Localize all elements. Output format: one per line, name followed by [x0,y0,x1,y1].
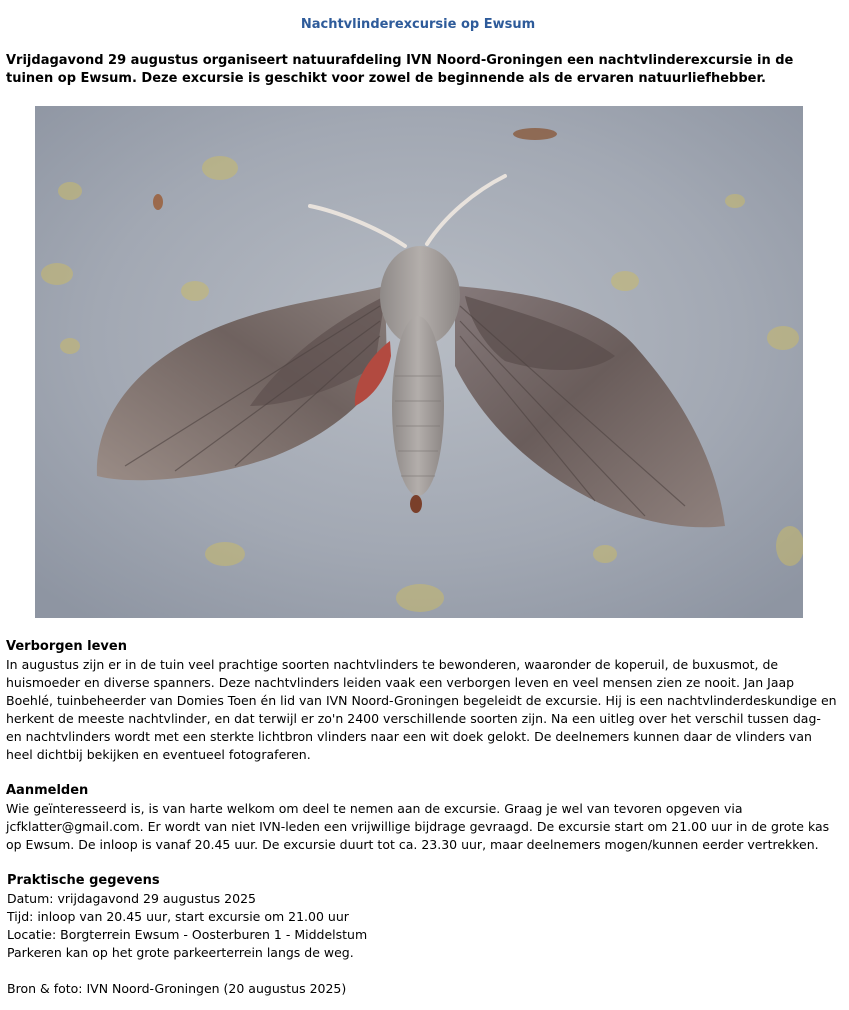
section-hidden-life [6,638,838,764]
practical-location: Locatie: Borgterrein Ewsum - Oosterburen 1 - Middelstum [7,927,368,942]
section-body: In augustus zijn er in de tuin veel prachtige soorten nachtvlinders te bewonderen, waaronder de koperuil, de buxusmot, de huismoeder en diverse spanners. Deze nachtvlinders leiden vaak een verborgen leven en veel mensen zien ze nooit. Jan Jaap Boehlé, tuinbeheerder van Domies Toen én lid van IVN Noord-Groningen begeleidt de excursie. Hij is een nachtvlinderdeskundige en herkent de meeste nachtvlinder, en dat terwijl er zo'n 2400 verschillende soorten zijn. Na een uitleg over het verschil tussen dag- en nachtvlinders wordt met een sterkte lichtbron vlinders naar een wit doek gelokt. De deelnemers kunnen daar de vlinders van heel dichtbij bekijken en eventueel fotograferen. [6,657,837,762]
article-intro: Vrijdagavond 29 augustus organiseert natuurafdeling IVN Noord-Groningen een nachtvlinderexcursie in de tuinen op Ewsum. Deze excursie is geschikt voor zowel de beginnende als de ervaren natuurliefhebber. [6,53,794,86]
section-body: Wie geïnteresseerd is, is van harte welkom om deel te nemen aan de excursie. Graag je wel van tevoren opgeven via jcfklatter@gmail.com. Er wordt van niet IVN-leden een vrijwillige bijdrage gevraagd. De excursie start om 21.00 uur in de grote kas op Ewsum. De inloop is vanaf 20.45 uur. De excursie duurt tot ca. 23.30 uur, maar deelnemers mogen/kunnen eerder vertrekken. [6,801,830,852]
section-register [6,782,838,854]
section-heading: Aanmelden [6,783,89,798]
section-practical [7,872,839,962]
source-credit: Bron & foto: IVN Noord-Groningen (20 augustus 2025) [7,981,347,996]
practical-time: Tijd: inloop van 20.45 uur, start excursie om 21.00 uur [7,909,349,924]
section-heading: Praktische gegevens [7,873,160,888]
moth-photo [35,106,803,618]
article-title: Nachtvlinderexcursie op Ewsum [300,17,536,32]
section-heading: Verborgen leven [6,639,127,654]
practical-parking: Parkeren kan op het grote parkeerterrein langs de weg. [7,945,354,960]
practical-date: Datum: vrijdagavond 29 augustus 2025 [7,891,256,906]
